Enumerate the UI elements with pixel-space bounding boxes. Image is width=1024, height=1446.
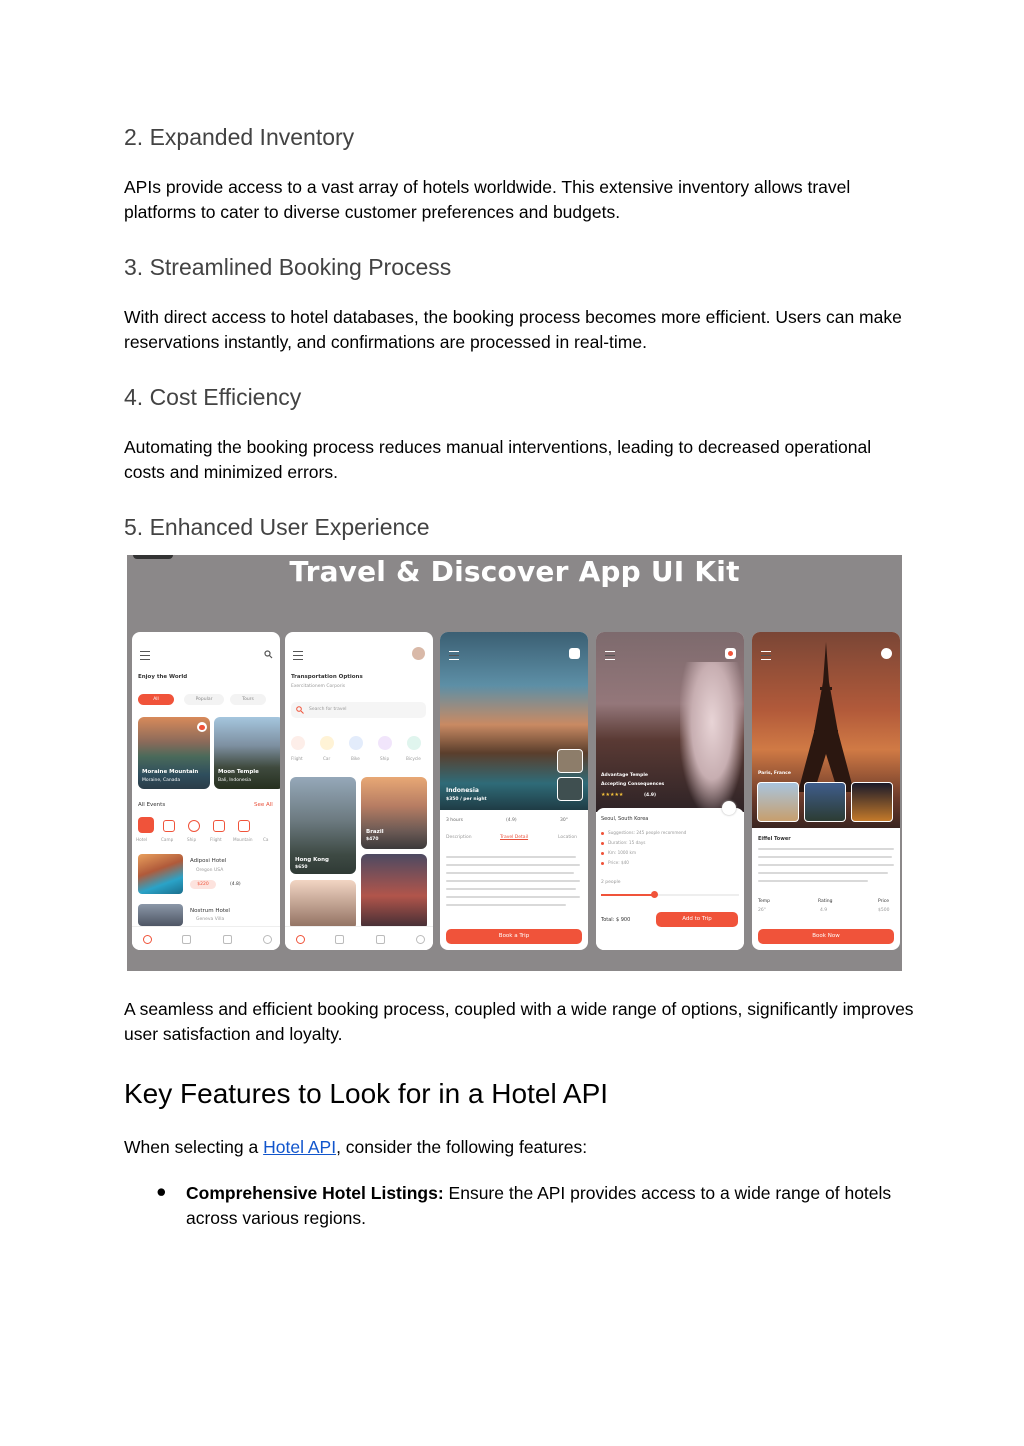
- gallery-thumbnail[interactable]: [757, 782, 799, 822]
- text-line: [758, 864, 894, 866]
- image-title: Travel & Discover App UI Kit: [289, 555, 740, 588]
- total-price: Total: $ 900: [601, 917, 631, 923]
- card-title: Moon Temple: [218, 769, 259, 775]
- tab-all[interactable]: All: [138, 694, 174, 705]
- tab-location[interactable]: Location: [558, 835, 578, 840]
- destination-tile[interactable]: [290, 880, 356, 930]
- stat-label: Price: [878, 899, 889, 904]
- gallery-thumbnail[interactable]: [557, 777, 583, 801]
- category-label: Mountain: [233, 837, 253, 842]
- text-line: [446, 904, 566, 906]
- hotel-location: Geneva Villa: [196, 917, 225, 922]
- car-mode-icon[interactable]: [320, 736, 334, 750]
- transport-title: Transportation Options: [291, 674, 363, 680]
- category-label: Hotel: [136, 837, 148, 842]
- section-heading-streamlined-booking: 3. Streamlined Booking Process: [124, 254, 452, 280]
- people-count: 2 people: [601, 880, 621, 885]
- mode-label: Bicycle: [406, 756, 421, 761]
- category-hotel-icon[interactable]: [138, 817, 154, 833]
- stat-value: 26°: [758, 908, 766, 913]
- tile-price: $650: [295, 865, 308, 870]
- phone-screen-transport: [285, 632, 433, 950]
- destination-tile-brazil[interactable]: [361, 777, 427, 849]
- stat-label: Temp: [758, 899, 770, 904]
- place-name: Indonesia: [446, 787, 479, 794]
- transport-subtitle: Exercitationem Corporis: [291, 684, 346, 689]
- hotel-name: Adiposi Hotel: [190, 858, 227, 864]
- hotel-thumbnail[interactable]: [138, 904, 183, 926]
- tab-description[interactable]: Description: [446, 835, 472, 840]
- text-line: [446, 880, 580, 882]
- section-heading-user-experience: 5. Enhanced User Experience: [124, 514, 430, 540]
- stat-value: 4.9: [820, 908, 828, 913]
- gallery-thumbnail[interactable]: [557, 749, 583, 773]
- share-icon[interactable]: [722, 801, 736, 815]
- phone-screen-hotel-detail: [440, 632, 588, 950]
- phone-screen-paris-detail: [752, 632, 900, 950]
- flight-mode-icon[interactable]: [291, 736, 305, 750]
- bike-mode-icon[interactable]: [349, 736, 363, 750]
- text-line: [758, 872, 888, 874]
- tab-popular[interactable]: Popular: [184, 694, 224, 705]
- tile-title: Brazil: [366, 829, 384, 835]
- text-line: [446, 864, 580, 866]
- category-label: Camp: [161, 837, 174, 842]
- people-slider-thumb[interactable]: [651, 891, 658, 898]
- category-ship-icon[interactable]: [188, 820, 200, 832]
- book-trip-button[interactable]: Book a Trip: [446, 929, 582, 944]
- text-line: [758, 856, 892, 858]
- closing-paragraph: A seamless and efficient booking process, coupled with a wide range of options, significantly improves user satisfaction and loyalty.: [124, 999, 914, 1044]
- category-label: Ship: [187, 837, 197, 842]
- meta-rating: (4.9): [506, 818, 517, 823]
- section-heading-cost-efficiency: 4. Cost Efficiency: [124, 384, 302, 410]
- bottom-nav: [132, 926, 280, 950]
- add-to-trip-button[interactable]: Add to Trip: [656, 912, 738, 927]
- card-location: Moraine, Canada: [142, 778, 181, 783]
- tile-price: $470: [366, 837, 379, 842]
- book-now-button[interactable]: Book Now: [758, 929, 894, 944]
- gallery-thumbnail[interactable]: [804, 782, 846, 822]
- nav-home-icon[interactable]: [143, 935, 152, 944]
- bullet-marker: ●: [156, 1181, 167, 1201]
- phone-screen-temple-detail: [596, 632, 744, 950]
- people-slider-fill[interactable]: [601, 894, 655, 896]
- hotel-rating: (4.8): [230, 882, 241, 887]
- gallery-thumbnail[interactable]: [851, 782, 893, 822]
- hotel-price: $220: [190, 880, 216, 889]
- travel-app-ui-kit-image: [127, 555, 902, 971]
- bottom-nav: [285, 926, 433, 950]
- hotel-name: Nostrum Hotel: [190, 908, 230, 914]
- mode-label: Flight: [291, 756, 303, 761]
- nav-profile-icon[interactable]: [263, 935, 272, 944]
- section-paragraph: APIs provide access to a vast array of hotels worldwide. This extensive inventory allows travel platforms to cater to diverse customer preferences and budgets.: [124, 177, 851, 222]
- hotel-thumbnail[interactable]: [138, 854, 183, 894]
- destination-tile[interactable]: [361, 854, 427, 930]
- category-label: Ca: [263, 837, 269, 842]
- text-line: [446, 888, 576, 890]
- temple-caption: Advantage Temple: [601, 773, 648, 778]
- detail-item: Duration: 15 days: [608, 840, 646, 845]
- menu-icon: [140, 651, 150, 660]
- category-label: Flight: [210, 837, 222, 842]
- intro-text: When selecting a: [124, 1137, 264, 1157]
- bullet-text: Ensure the API provides access to a wide range of hotels across various regions.: [186, 1183, 892, 1228]
- destination-location: Paris, France: [758, 771, 791, 776]
- bookmark-icon[interactable]: [569, 648, 580, 659]
- nav-calendar-icon[interactable]: [376, 935, 385, 944]
- meta-duration: 3 hours: [446, 818, 463, 823]
- temple-caption: Accepting Consequences: [601, 782, 665, 787]
- search-input[interactable]: [291, 702, 426, 718]
- events-label: All Events: [138, 802, 166, 808]
- intro-text: , consider the following features:: [336, 1137, 588, 1157]
- see-all-link[interactable]: See All: [254, 802, 273, 808]
- landmark-name: Eiffel Tower: [758, 836, 791, 842]
- search-icon: [264, 650, 273, 659]
- text-line: [446, 856, 576, 858]
- menu-icon[interactable]: [761, 651, 771, 660]
- text-line: [446, 896, 580, 898]
- phone-screen-home: [132, 632, 280, 950]
- avatar[interactable]: [412, 647, 425, 660]
- key-features-heading: Key Features to Look for in a Hotel API: [124, 1078, 609, 1109]
- people-slider-track[interactable]: [655, 894, 739, 896]
- cherry-blossom: [680, 662, 744, 812]
- section-heading-expanded-inventory: 2. Expanded Inventory: [124, 124, 355, 150]
- category-flight-icon[interactable]: [213, 820, 225, 832]
- hotel-location: Oregon USA: [196, 868, 224, 873]
- stat-value: $500: [878, 908, 890, 913]
- detail-item: Km: 1000 km: [608, 850, 637, 855]
- temple-location: Seoul, South Korea: [601, 816, 649, 822]
- tile-title: Hong Kong: [295, 857, 329, 863]
- destination-tile-hong-kong[interactable]: [290, 777, 356, 874]
- heart-icon[interactable]: [725, 648, 736, 659]
- hotel-api-link[interactable]: Hotel API: [263, 1137, 337, 1157]
- tab-tours[interactable]: Tours: [230, 694, 266, 705]
- share-icon[interactable]: [881, 648, 892, 659]
- intro-paragraph: [124, 1135, 914, 1160]
- menu-icon[interactable]: [605, 651, 615, 660]
- detail-item: Price: $40: [608, 860, 629, 865]
- search-icon: [296, 706, 304, 714]
- destination-card-temple[interactable]: [214, 717, 280, 789]
- text-line: [446, 872, 574, 874]
- bullet-item: [186, 1181, 916, 1231]
- text-line: [758, 880, 868, 882]
- place-price: $350 / per night: [446, 797, 487, 802]
- mode-label: Ship: [380, 756, 390, 761]
- nav-heart-icon[interactable]: [335, 935, 344, 944]
- section-paragraph: With direct access to hotel databases, the booking process becomes more efficient. Users can make reservations instantly, and confirmations are processed in real-time.: [124, 307, 902, 352]
- section-paragraph: Automating the booking process reduces manual interventions, leading to decreased operational costs and minimized errors.: [124, 437, 872, 482]
- eiffel-tower-icon: [796, 642, 856, 792]
- bullet-bold: Comprehensive Hotel Listings:: [186, 1183, 444, 1203]
- card-location: Bali, Indonesia: [218, 778, 251, 783]
- rating-value: (4.9): [644, 793, 657, 798]
- destination-card-mountain[interactable]: [138, 717, 210, 789]
- search-placeholder: Search for travel: [309, 707, 347, 712]
- mode-label: Car: [323, 756, 331, 761]
- home-header: Enjoy the World: [138, 674, 188, 680]
- heart-icon[interactable]: [197, 722, 207, 732]
- nav-heart-icon[interactable]: [182, 935, 191, 944]
- star-rating: ★★★★★: [601, 792, 624, 798]
- nav-calendar-icon[interactable]: [223, 935, 232, 944]
- category-camp-icon[interactable]: [163, 820, 175, 832]
- nav-home-icon[interactable]: [296, 935, 305, 944]
- bicycle-mode-icon[interactable]: [407, 736, 421, 750]
- text-line: [758, 848, 894, 850]
- tab-travel-detail[interactable]: Travel Detail: [500, 835, 529, 840]
- menu-icon: [293, 651, 303, 660]
- meta-temperature: 30°: [560, 818, 568, 823]
- mode-label: Bike: [351, 756, 360, 761]
- menu-icon[interactable]: [449, 651, 459, 660]
- category-mountain-icon[interactable]: [238, 820, 250, 832]
- card-title: Moraine Mountain: [142, 769, 199, 775]
- detail-item: Suggestions: 245 people recommend: [608, 830, 687, 835]
- stat-label: Rating: [818, 899, 833, 904]
- ship-mode-icon[interactable]: [378, 736, 392, 750]
- nav-profile-icon[interactable]: [416, 935, 425, 944]
